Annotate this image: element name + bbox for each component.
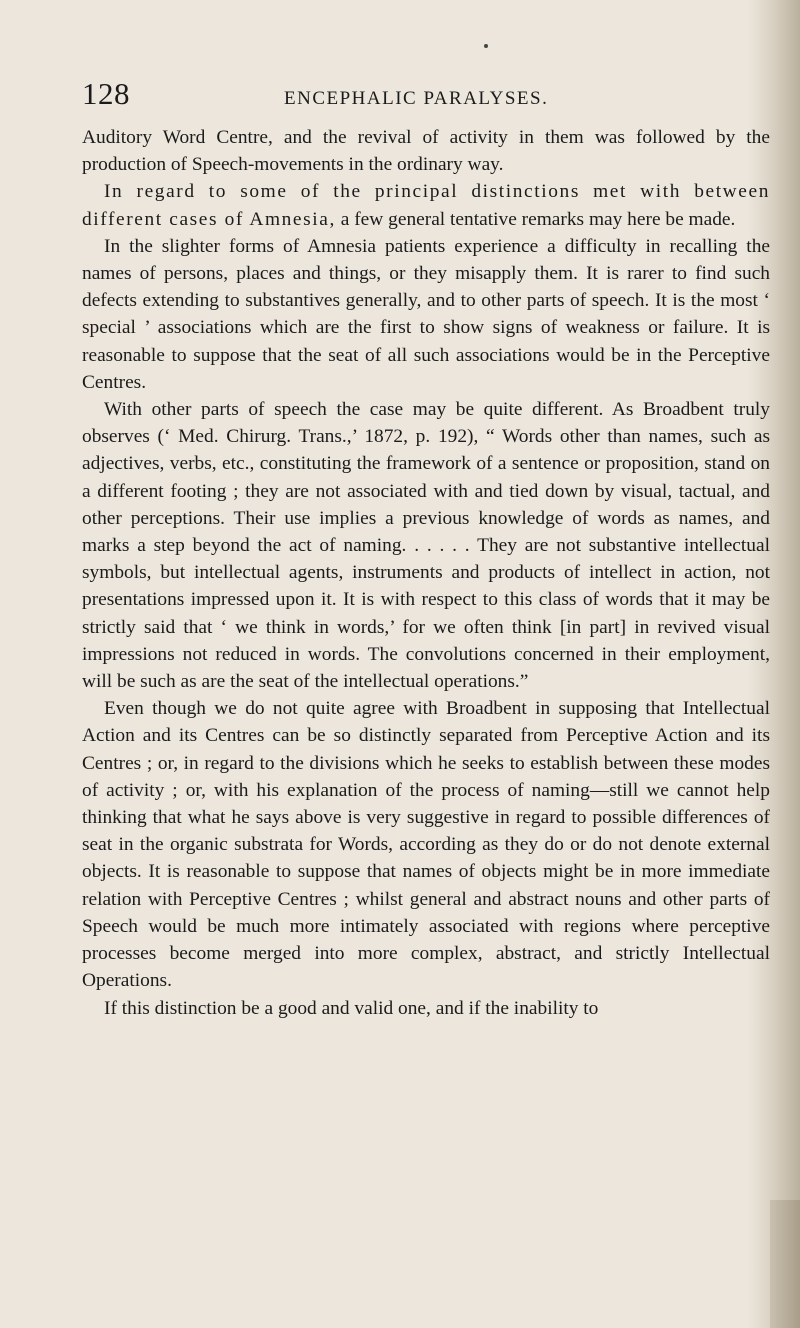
- paragraph: In the slighter forms of Amnesia patients experience a difficulty in recalling the names of persons, places and things, or they misapply them. It is rarer to find such defects extending to substantives generally, and to other parts of speech. It is the most ‘ special ’ associations which are the first to show signs of weakness or failure. It is reasonable to suppose that the seat of all such associations would be in the Perceptive Centres.: [82, 235, 770, 393]
- print-speck: [484, 44, 488, 48]
- paragraph: [82, 178, 770, 232]
- page-number: 128: [82, 76, 130, 111]
- running-head: ENCEPHALIC PARALYSES.: [284, 88, 549, 109]
- paragraph: With other parts of speech the case may be quite different. As Broadbent truly observes (‘ Med. Chirurg. Trans.,’ 1872, p. 192), “ Words other than names, such as adjectives, verbs, etc., constituting the framework of a sentence or proposition, stand on a different footing ; they are not associated with and tied down by visual, tactual, and other perceptions. Their use implies a previous knowledge of words as names, and marks a step beyond the act of naming. . . . . . They are not substantive intellectual symbols, but intellectual agents, instruments and products of intellect in action, not presentations impressed upon it. It is with respect to this class of words that it may be strictly said that ‘ we think in words,’ for we often think [in part] in revived visual impressions not reduced in words. The convolutions concerned in their employment, will be such as are the seat of the intellectual operations.”: [82, 399, 770, 693]
- letterspaced-lead: In regard to some of the principal distinctions met with between different cases of Amnesia,: [82, 181, 770, 230]
- paragraph-rest: a few general tentative remarks may here be made.: [335, 208, 736, 230]
- page-header: [82, 78, 772, 118]
- paragraph: Even though we do not quite agree with Broadbent in supposing that Intellectual Action and its Centres can be so distinctly separated from Perceptive Action and its Centres ; or, in regard to the divisions which he seeks to establish between these modes of activity ; or, with his explanation of the process of naming—still we cannot help thinking that what he says above is very suggestive in regard to possible differences of seat in the organic substrata for Words, according as they do or do not denote external objects. It is reasonable to suppose that names of objects might be in more immediate relation with Perceptive Centres ; whilst general and abstract nouns and other parts of Speech would be much more intimately associated with regions where perceptive processes become merged into more complex, abstract, and strictly Intellectual Operations.: [82, 698, 770, 992]
- paragraph: If this distinction be a good and valid one, and if the inability to: [104, 997, 599, 1019]
- body-text: [82, 124, 770, 1022]
- paragraph: Auditory Word Centre, and the revival of activity in them was followed by the production of Speech-movements in the ordinary way.: [82, 127, 770, 176]
